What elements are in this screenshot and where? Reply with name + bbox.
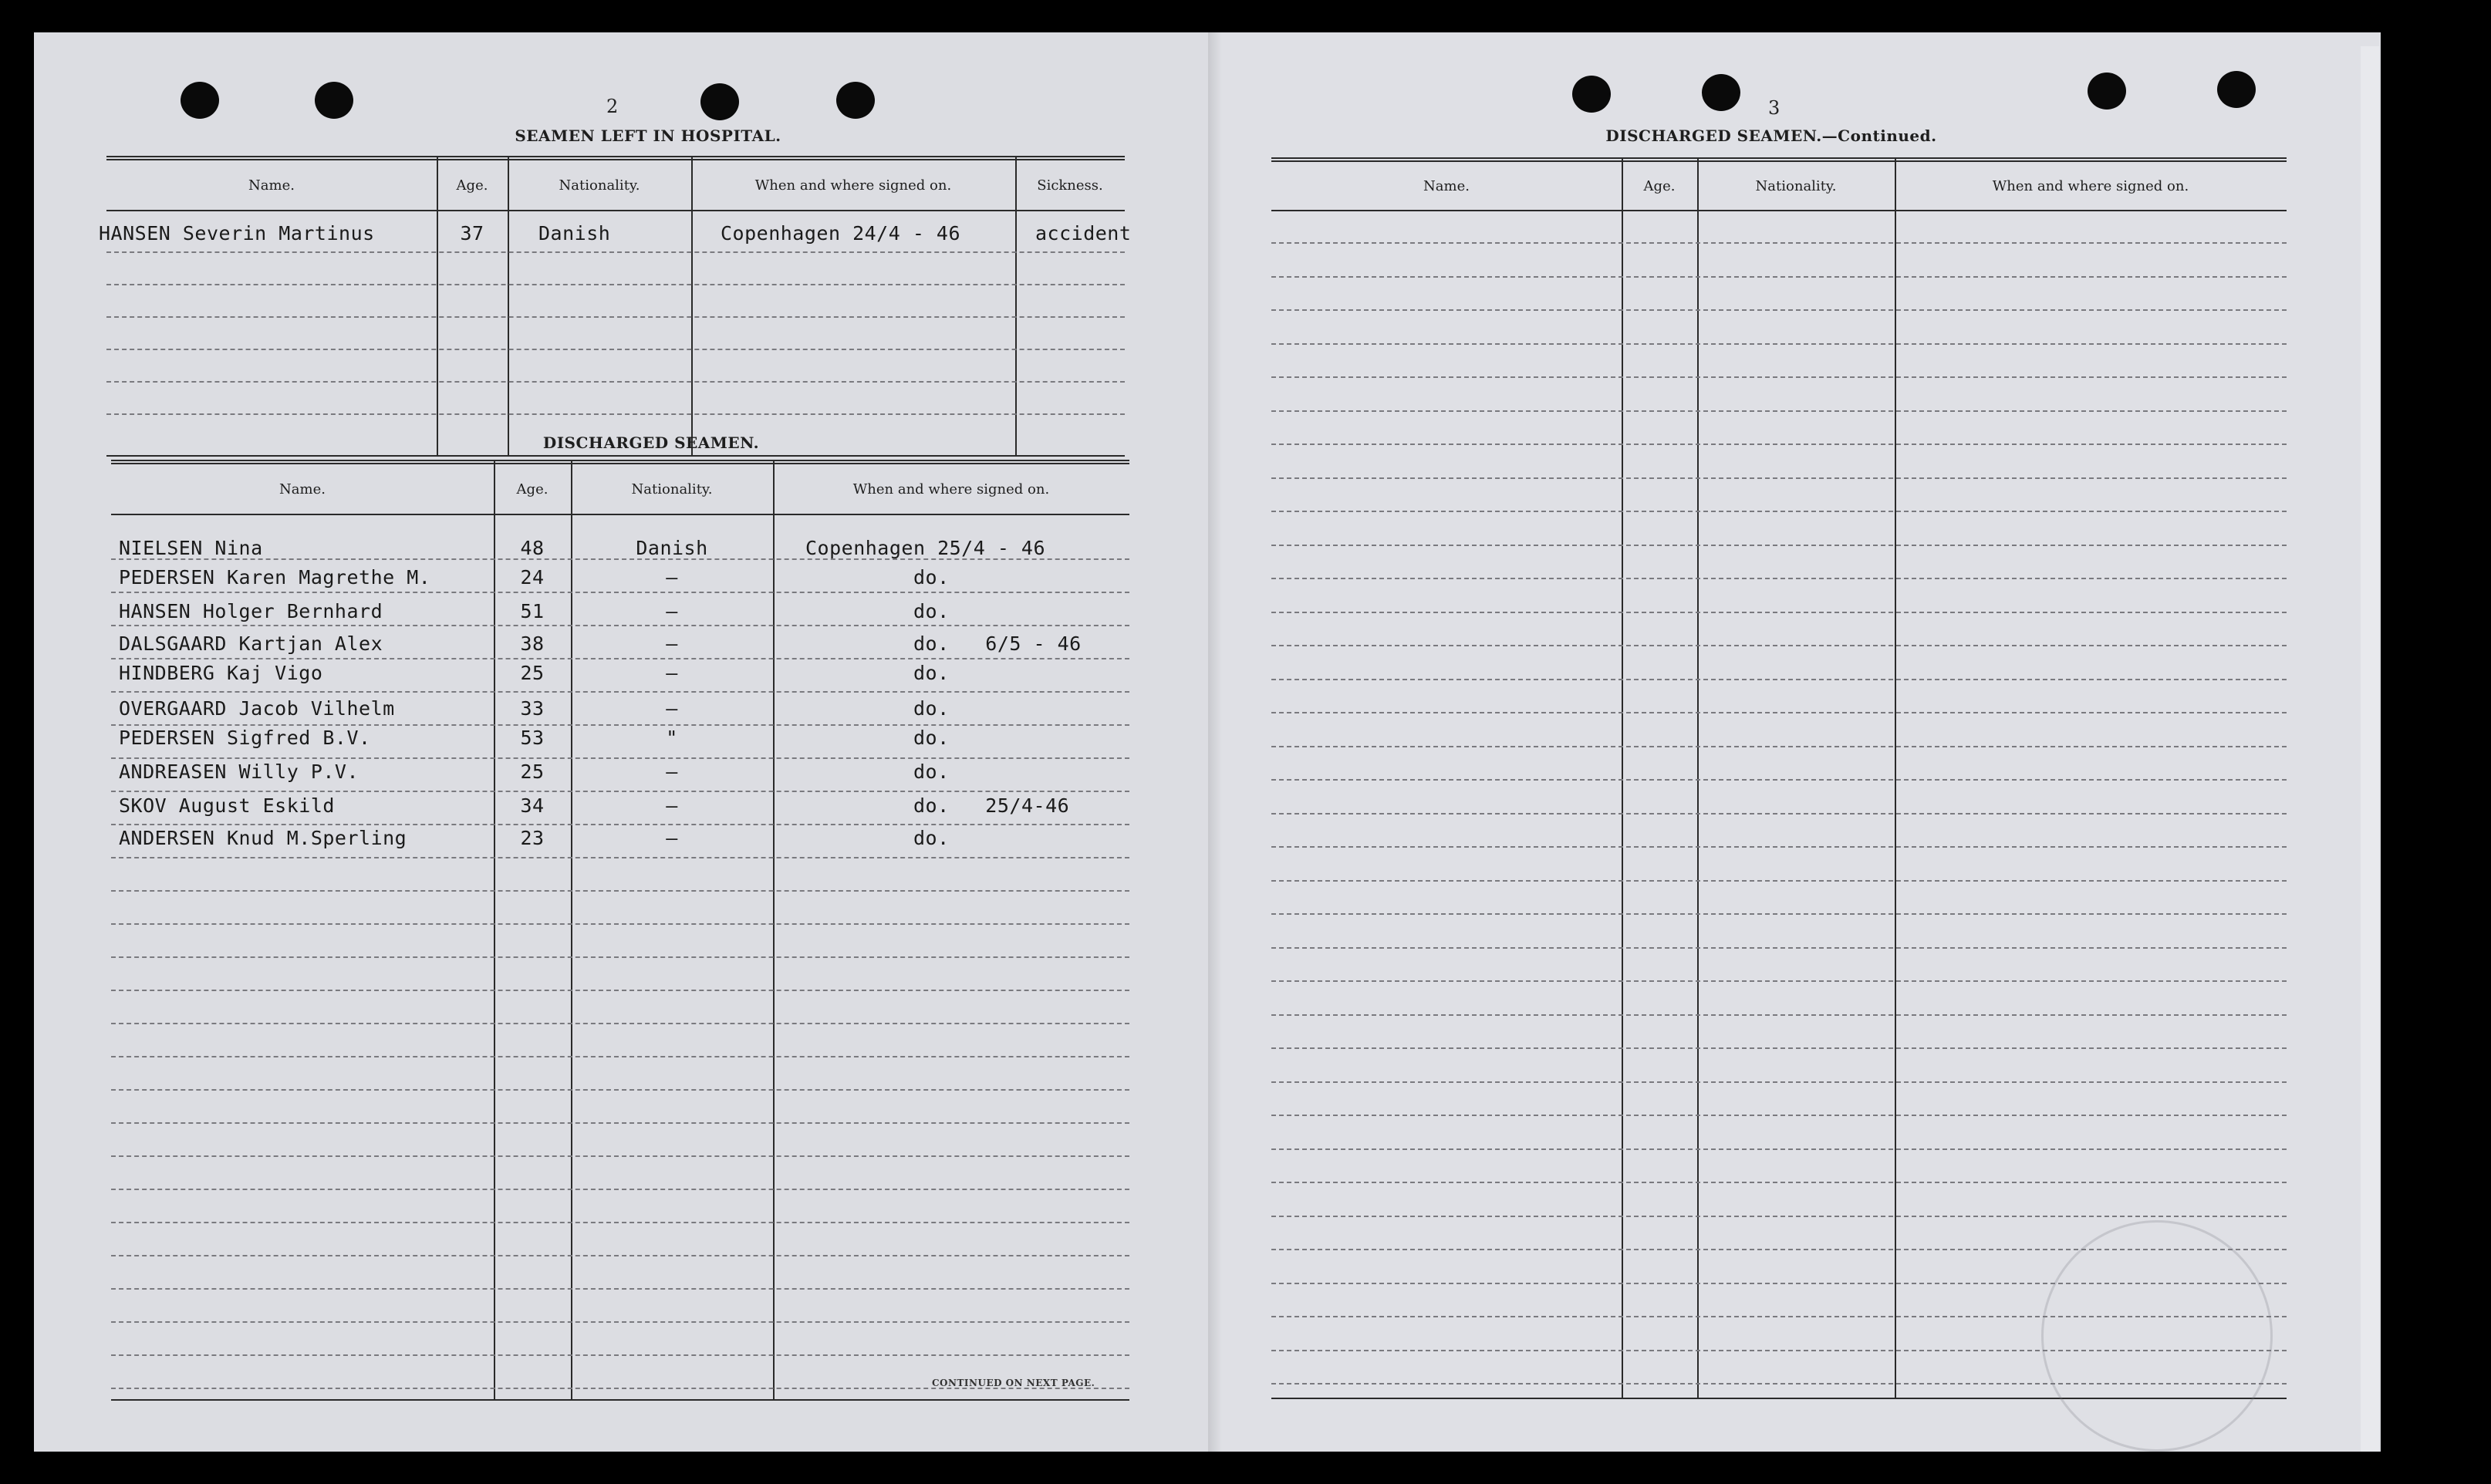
seaman-name: PEDERSEN Sigfred B.V. — [119, 727, 371, 749]
hospital-signed-on: Copenhagen 24/4 - 46 — [721, 222, 961, 245]
ruled-line — [111, 1056, 1129, 1057]
col-header-nationality: Nationality. — [631, 481, 713, 497]
ruled-line — [1271, 1081, 2287, 1083]
ruled-line — [1271, 779, 2287, 781]
ruled-line — [1271, 1014, 2287, 1016]
col-header-name: Name. — [1423, 177, 1470, 194]
seaman-name: PEDERSEN Karen Magrethe M. — [119, 566, 431, 589]
seaman-nationality: – — [666, 662, 678, 684]
ruled-line — [111, 824, 1129, 825]
ruled-line — [111, 592, 1129, 593]
binder-hole — [836, 82, 875, 119]
ruled-line — [1271, 813, 2287, 815]
seaman-signed-on: do. — [913, 827, 950, 849]
ruled-line — [1271, 746, 2287, 747]
col-header-age: Age. — [516, 481, 548, 497]
seaman-signed-on: do. 6/5 - 46 — [913, 632, 1082, 655]
hospital-section-title: SEAMEN LEFT IN HOSPITAL. — [515, 126, 781, 145]
seaman-age: 51 — [520, 600, 545, 622]
col-header-signed-on: When and where signed on. — [852, 481, 1050, 497]
seaman-nationality: – — [666, 632, 678, 655]
col-header-name: Name. — [279, 481, 326, 497]
ruled-line — [1271, 712, 2287, 713]
col-header-age: Age. — [456, 177, 488, 194]
seaman-nationality: – — [666, 600, 678, 622]
ruled-line — [111, 1155, 1129, 1157]
col-header-sickness: Sickness. — [1037, 177, 1103, 194]
hospital-age: 37 — [460, 222, 484, 245]
seaman-name: SKOV August Eskild — [119, 794, 335, 817]
page-edge — [2361, 46, 2379, 1452]
seaman-signed-on: do. — [913, 662, 950, 684]
seaman-nationality: – — [666, 566, 678, 589]
ruled-line — [111, 890, 1129, 892]
col-header-signed-on: When and where signed on. — [1992, 177, 2189, 194]
seaman-age: 48 — [520, 537, 545, 559]
ruled-line — [1271, 410, 2287, 412]
ruled-line — [1271, 980, 2287, 982]
ruled-line — [1271, 276, 2287, 278]
page-number: 2 — [606, 96, 619, 117]
ruled-line — [111, 1122, 1129, 1124]
faded-stamp — [2041, 1220, 2273, 1452]
ruled-line — [1271, 477, 2287, 479]
seaman-signed-on: do. — [913, 761, 950, 783]
continued-note: CONTINUED ON NEXT PAGE. — [932, 1378, 1095, 1388]
ruled-line — [111, 757, 1129, 759]
binder-hole — [1572, 76, 1611, 113]
ruled-line — [111, 625, 1129, 626]
ruled-line — [1271, 679, 2287, 680]
seaman-signed-on: do. 25/4-46 — [913, 794, 1070, 817]
ruled-line — [1271, 947, 2287, 949]
col-header-nationality: Nationality. — [559, 177, 640, 194]
ruled-line — [1271, 545, 2287, 546]
seaman-age: 34 — [520, 794, 545, 817]
ruled-line — [111, 857, 1129, 858]
ruled-line — [1271, 343, 2287, 345]
seaman-signed-on: do. — [913, 566, 950, 589]
ruled-line — [111, 1023, 1129, 1024]
hospital-table — [99, 156, 1132, 457]
seaman-name: ANDREASEN Willy P.V. — [119, 761, 359, 783]
binder-hole — [2088, 73, 2126, 110]
ruled-line — [111, 1222, 1129, 1223]
seaman-name: OVERGAARD Jacob Vilhelm — [119, 697, 395, 720]
seaman-age: 38 — [520, 632, 545, 655]
seaman-age: 53 — [520, 727, 545, 749]
seaman-nationality: – — [666, 794, 678, 817]
left-page — [34, 32, 1208, 1452]
hospital-name: HANSEN Severin Martinus — [99, 222, 375, 245]
seaman-nationality: – — [666, 697, 678, 720]
seaman-age: 33 — [520, 697, 545, 720]
ruled-line — [111, 1089, 1129, 1091]
page-number: 3 — [1768, 97, 1780, 119]
seaman-name: NIELSEN Nina — [119, 537, 263, 559]
ruled-line — [111, 1189, 1129, 1190]
seaman-age: 23 — [520, 827, 545, 849]
ruled-line — [1271, 846, 2287, 848]
discharged-table — [111, 460, 1129, 1401]
col-header-age: Age. — [1643, 177, 1676, 194]
hospital-sickness: accident — [1035, 222, 1132, 245]
binder-hole — [2217, 71, 2256, 108]
ruled-line — [1271, 444, 2287, 445]
discharged-section-title: DISCHARGED SEAMEN. — [542, 433, 760, 452]
seaman-nationality: – — [666, 761, 678, 783]
seaman-nationality: – — [666, 827, 678, 849]
seaman-signed-on: do. — [913, 727, 950, 749]
continued-table — [1271, 157, 2287, 1399]
right-page — [1208, 32, 2381, 1452]
seaman-signed-on: Copenhagen 25/4 - 46 — [805, 537, 1046, 559]
ruled-line — [111, 724, 1129, 726]
ruled-line — [111, 1255, 1129, 1256]
seaman-signed-on: do. — [913, 600, 950, 622]
ruled-line — [1271, 1115, 2287, 1116]
ruled-line — [1271, 645, 2287, 646]
seaman-name: HANSEN Holger Bernhard — [119, 600, 383, 622]
seaman-name: HINDBERG Kaj Vigo — [119, 662, 323, 684]
binder-hole — [1702, 74, 1740, 111]
ruled-line — [111, 691, 1129, 693]
ruled-line — [1271, 309, 2287, 311]
col-header-signed-on: When and where signed on. — [754, 177, 952, 194]
hospital-nationality: Danish — [538, 222, 611, 245]
binder-hole — [181, 82, 219, 119]
ruled-line — [111, 658, 1129, 659]
ruled-line — [111, 1288, 1129, 1290]
seaman-name: ANDERSEN Knud M.Sperling — [119, 827, 407, 849]
seaman-name: DALSGAARD Kartjan Alex — [119, 632, 383, 655]
ruled-line — [111, 956, 1129, 958]
ruled-line — [1271, 880, 2287, 882]
ruled-line — [1271, 1216, 2287, 1217]
ruled-line — [1271, 242, 2287, 244]
ruled-line — [1271, 1047, 2287, 1049]
ruled-line — [1271, 511, 2287, 512]
binder-hole — [315, 82, 353, 119]
ruled-line — [111, 923, 1129, 925]
ruled-line — [1271, 913, 2287, 915]
ruled-line — [111, 1321, 1129, 1323]
binder-hole — [700, 83, 739, 120]
ruled-line — [111, 791, 1129, 792]
seaman-nationality: Danish — [636, 537, 708, 559]
ruled-line — [111, 1354, 1129, 1356]
ruled-line — [1271, 1182, 2287, 1183]
col-header-name: Name. — [248, 177, 295, 194]
seaman-age: 25 — [520, 662, 545, 684]
seaman-nationality: " — [666, 727, 678, 749]
ruled-line — [111, 990, 1129, 991]
continued-section-title: DISCHARGED SEAMEN.—Continued. — [1605, 126, 1937, 145]
seaman-age: 24 — [520, 566, 545, 589]
ruled-line — [1271, 578, 2287, 579]
ruled-line — [1271, 1148, 2287, 1150]
seaman-signed-on: do. — [913, 697, 950, 720]
col-header-nationality: Nationality. — [1755, 177, 1837, 194]
seaman-age: 25 — [520, 761, 545, 783]
ruled-line — [1271, 612, 2287, 613]
ruled-line — [1271, 376, 2287, 378]
